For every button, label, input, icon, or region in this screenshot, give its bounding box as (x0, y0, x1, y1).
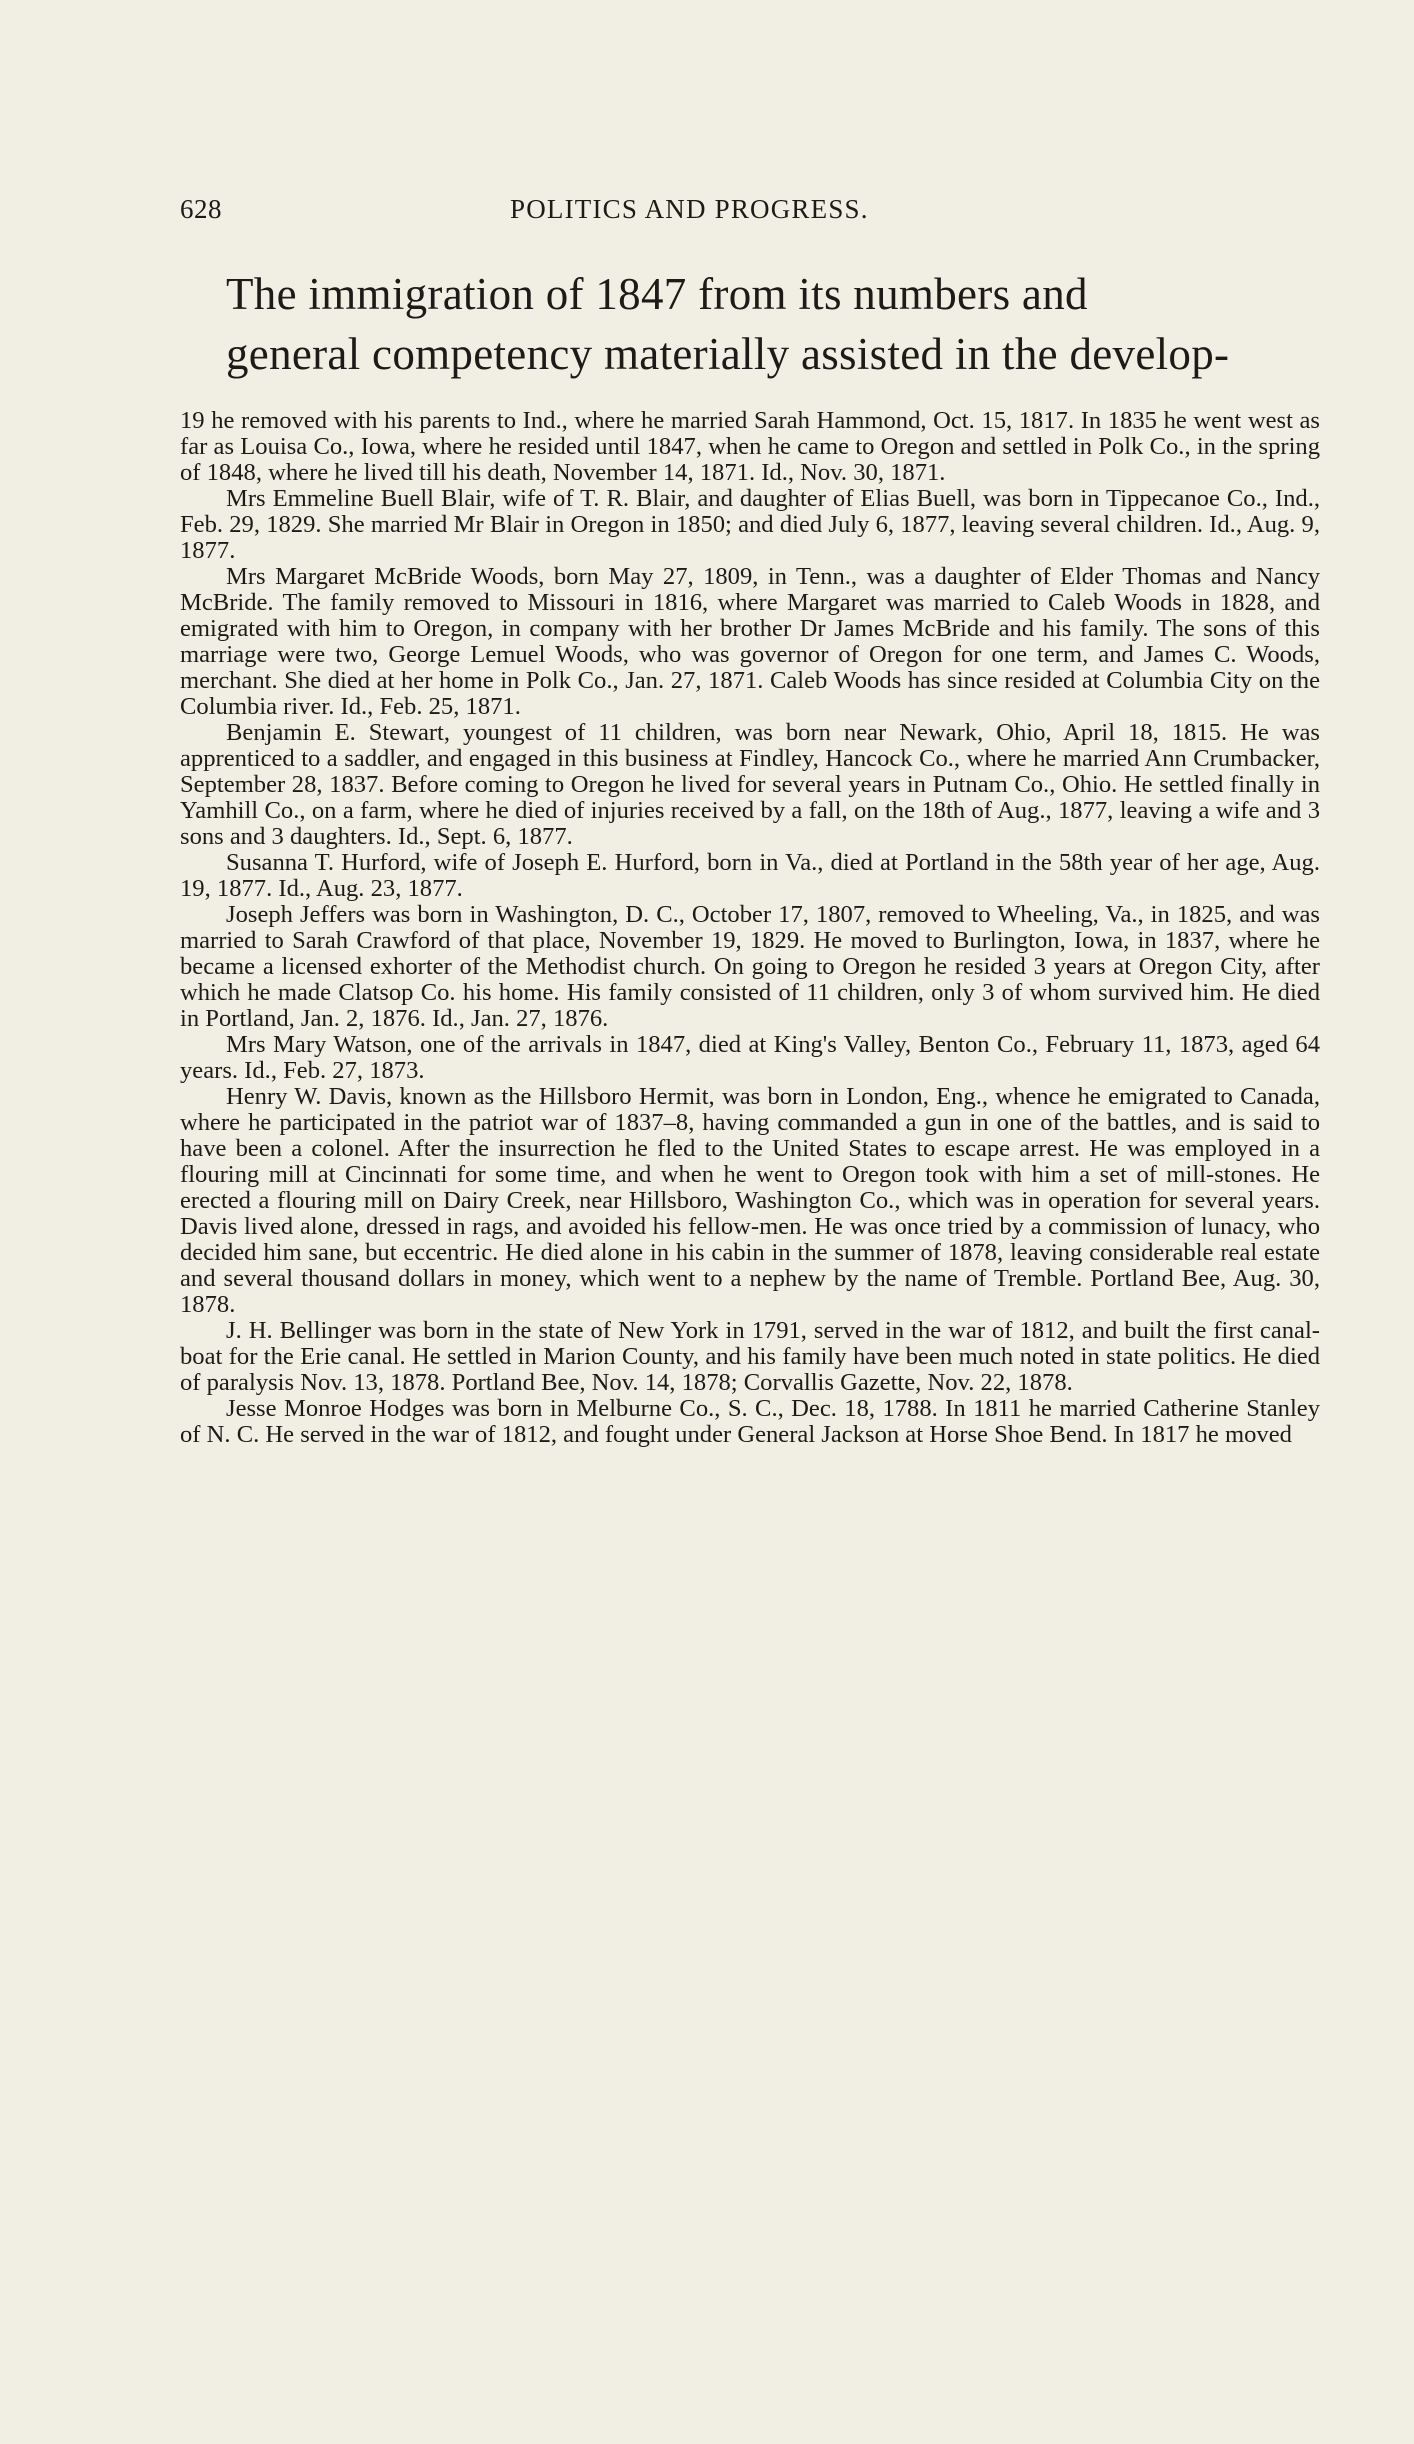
footnotes (180, 408, 1320, 1448)
body-text (226, 264, 1330, 384)
footnote-paragraph: 19 he removed with his parents to Ind., where he married Sarah Hammond, Oct. 15, 1817. In 1835 he went west as far as Louisa Co., Iowa, where he resided until 1847, when he came to Oregon and settled in Polk Co., in the spring of 1848, where he lived till his death, November 14, 1871. Id., Nov. 30, 1871. (180, 407, 1320, 486)
footnote-paragraph: Susanna T. Hurford, wife of Joseph E. Hurford, born in Va., died at Portland in the 58th year of her age, Aug. 19, 1877. Id., Aug. 23, 1877. (180, 849, 1320, 902)
footnote-paragraph: Benjamin E. Stewart, youngest of 11 children, was born near Newark, Ohio, April 18, 1815. He was apprenticed to a saddler, and engaged in this business at Findley, Hancock Co., where he married Ann Crumbacker, September 28, 1837. Before coming to Oregon he lived for several years in Putnam Co., Ohio. He settled finally in Yamhill Co., on a farm, where he died of injuries received by a fall, on the 18th of Aug., 1877, leaving a wife and 3 sons and 3 daughters. Id., Sept. 6, 1877. (180, 719, 1320, 850)
body-line: The immigration of 1847 from its numbers and (226, 269, 1088, 319)
footnote-paragraph: Henry W. Davis, known as the Hillsboro Hermit, was born in London, Eng., whence he emigrated to Canada, where he participated in the patriot war of 1837–8, having commanded a gun in one of the battles, and is said to have been a colonel. After the insurrection he fled to the United States to escape arrest. He was employed in a flouring mill at Cincinnati for some time, and when he went to Oregon took with him a set of mill-stones. He erected a flouring mill on Dairy Creek, near Hillsboro, Washington Co., which was in operation for several years. Davis lived alone, dressed in rags, and avoided his fellow-men. He was once tried by a commission of lunacy, who decided him sane, but eccentric. He died alone in his cabin in the summer of 1878, leaving considerable real estate and several thousand dollars in money, which went to a nephew by the name of Tremble. Portland Bee, Aug. 30, 1878. (180, 1083, 1320, 1318)
body-line: general competency materially assisted in the develop- (226, 329, 1230, 379)
footnote-paragraph: Mrs Emmeline Buell Blair, wife of T. R. Blair, and daughter of Elias Buell, was born in Tippecanoe Co., Ind., Feb. 29, 1829. She married Mr Blair in Oregon in 1850; and died July 6, 1877, leaving several children. Id., Aug. 9, 1877. (180, 485, 1320, 564)
page-number: 628 (180, 194, 222, 224)
footnote-paragraph: Mrs Margaret McBride Woods, born May 27, 1809, in Tenn., was a daughter of Elder Thomas and Nancy McBride. The family removed to Missouri in 1816, where Margaret was married to Caleb Woods in 1828, and emigrated with him to Oregon, in company with her brother Dr James McBride and his family. The sons of this marriage were two, George Lemuel Woods, who was governor of Oregon for one term, and James C. Woods, merchant. She died at her home in Polk Co., Jan. 27, 1871. Caleb Woods has since resided at Columbia City on the Columbia river. Id., Feb. 25, 1871. (180, 563, 1320, 720)
footnote-paragraph: J. H. Bellinger was born in the state of New York in 1791, served in the war of 1812, and built the first canal-boat for the Erie canal. He settled in Marion County, and his family have been much noted in state politics. He died of paralysis Nov. 13, 1878. Portland Bee, Nov. 14, 1878; Corvallis Gazette, Nov. 22, 1878. (180, 1317, 1320, 1396)
footnote-paragraph: Mrs Mary Watson, one of the arrivals in 1847, died at King's Valley, Benton Co., February 11, 1873, aged 64 years. Id., Feb. 27, 1873. (180, 1031, 1320, 1084)
footnote-paragraph: Joseph Jeffers was born in Washington, D. C., October 17, 1807, removed to Wheeling, Va., in 1825, and was married to Sarah Crawford of that place, November 19, 1829. He moved to Burlington, Iowa, in 1837, where he became a licensed exhorter of the Methodist church. On going to Oregon he resided 3 years at Oregon City, after which he made Clatsop Co. his home. His family consisted of 11 children, only 3 of whom survived him. He died in Portland, Jan. 2, 1876. Id., Jan. 27, 1876. (180, 901, 1320, 1032)
running-title: POLITICS AND PROGRESS. (510, 194, 869, 224)
footnote-paragraph: Jesse Monroe Hodges was born in Melburne Co., S. C., Dec. 18, 1788. In 1811 he married Catherine Stanley of N. C. He served in the war of 1812, and fought under General Jackson at Horse Shoe Bend. In 1817 he moved (180, 1395, 1320, 1448)
page-header (180, 194, 1320, 230)
